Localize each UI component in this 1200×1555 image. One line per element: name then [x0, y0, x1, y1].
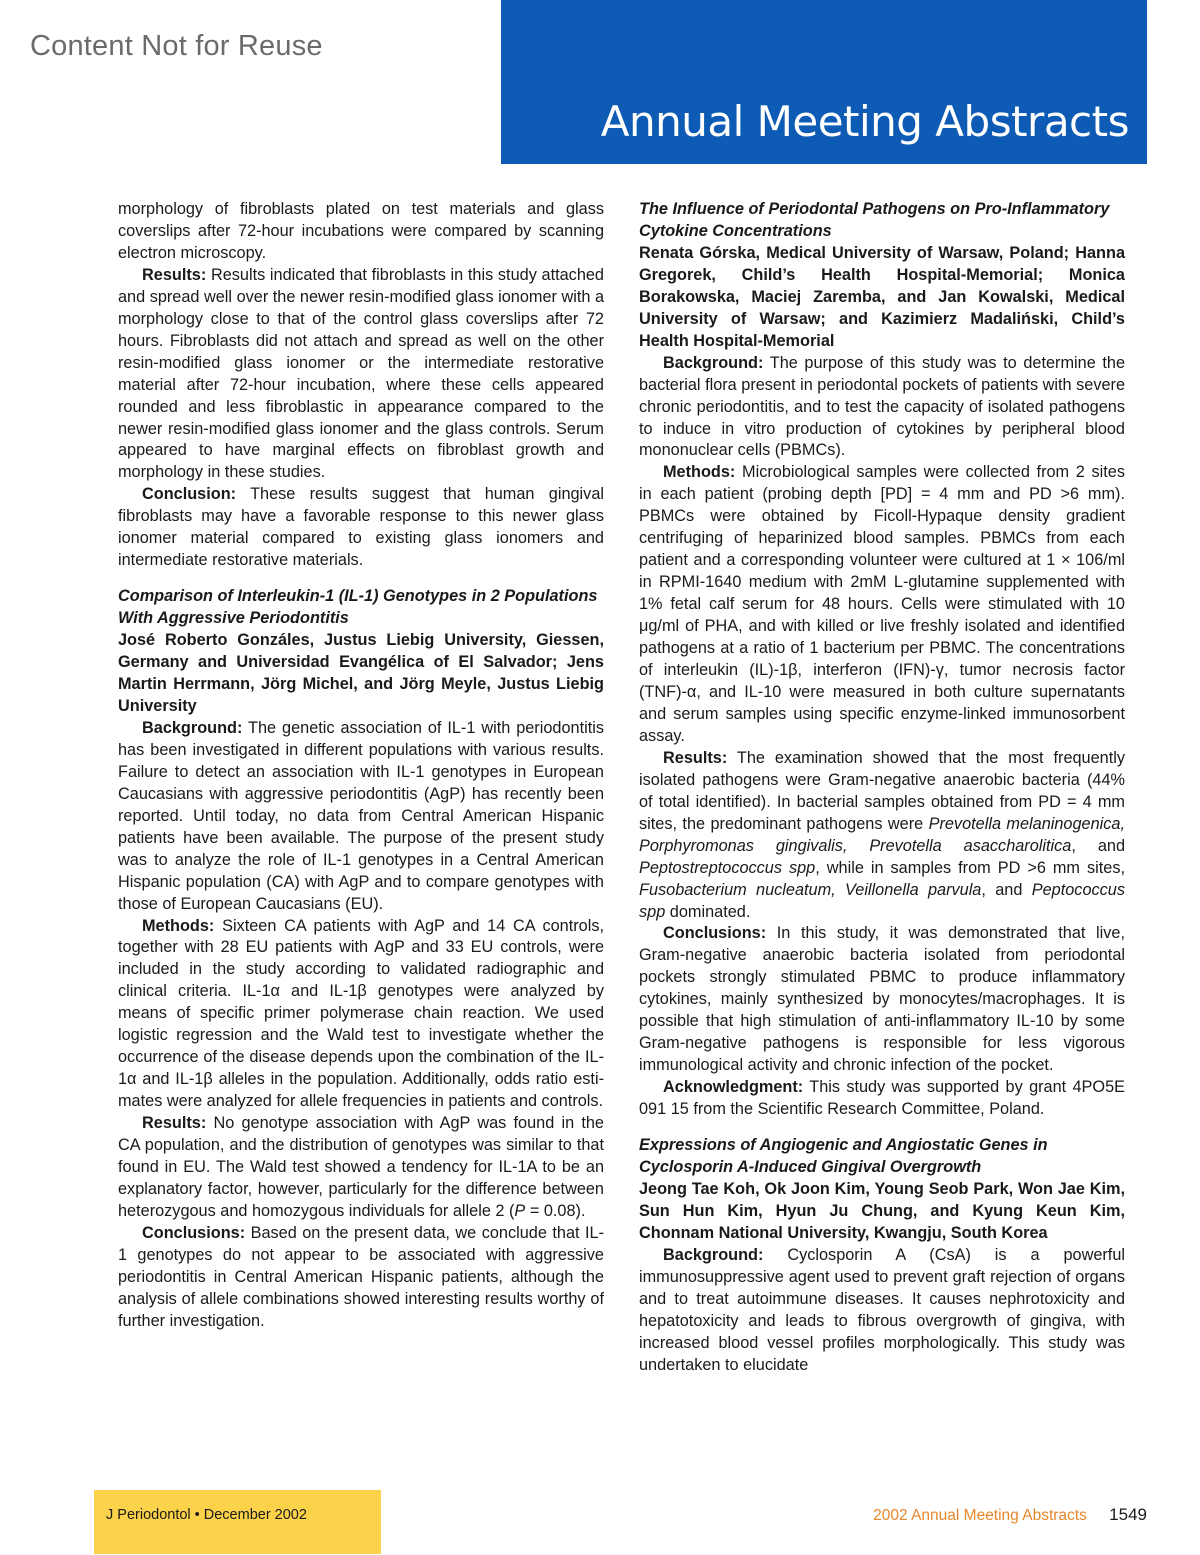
paragraph [118, 265, 604, 485]
paragraph-text: No genotype association with AgP was found in the CA population, and the distribution of genotypes was similar to that found in EU. The Wald test showed a tendency for IL-1A to be an explanatory factor, however, particularly for the difference between heterozygous and homozygous individuals for allele 2 ( [118, 1114, 604, 1220]
section-label: Results: [142, 1114, 207, 1133]
section-label: Methods: [663, 463, 736, 482]
paragraph-text: , while in samples from PD >6 mm sites, [815, 858, 1125, 877]
paragraph [118, 484, 604, 572]
species-name: Prevotella melaninogenica, Porphyromonas gingivalis, Prevotella asaccharolitica [639, 814, 1125, 855]
banner-title: Annual Meeting Abstracts [600, 97, 1129, 146]
header-banner [501, 0, 1147, 164]
section-label: Background: [663, 1245, 764, 1264]
abstract-authors: Jeong Tae Koh, Ok Joon Kim, Young Seob Park, Won Jae Kim, Sun Hun Kim, Hyun Ju Chung, and Kyung Keun Kim, Chonnam National University, Kwangju, South Korea [639, 1179, 1125, 1242]
species-name: Fusobacterium nucleatum, Veillonella parvula [639, 880, 982, 899]
section-label: Results: [142, 265, 207, 284]
section-label: Acknowledgment: [663, 1078, 804, 1097]
paragraph [118, 916, 604, 1114]
section-label: Results: [663, 748, 728, 767]
section-label: Background: [663, 353, 764, 372]
paragraph [639, 1245, 1125, 1377]
abstract-title: Expressions of Angiogenic and Angiostatic Genes in Cyclosporin A-Induced Gingival Overgrowth [639, 1136, 1048, 1176]
paragraph [639, 353, 1125, 463]
section-label: Methods: [142, 916, 215, 935]
journal-citation: J Periodontol • December 2002 [106, 1507, 307, 1523]
paragraph [118, 1113, 604, 1223]
paragraph-text: Sixteen CA patients with AgP and 14 CA controls, together with 28 EU patients with AgP and 33 EU controls, were included in the study according to validated radiographic and clinical criteria. IL-1α and IL-1β genotypes were analyzed by means of specific primer polymerase chain reaction. We used logistic regression and the Wald test to investigate whether the occurrence of the disease depends upon the combination of the IL-1α and IL-1β alleles in the population. Additionally, odds ratio estimates were analyzed for allele frequencies in patients and controls. [118, 916, 604, 1111]
page-footer [873, 1505, 1147, 1525]
paragraph [639, 1077, 1125, 1121]
abstract-title: The Influence of Periodontal Pathogens on Pro-Inflammatory Cytokine Concentrations [639, 200, 1110, 240]
abstract-authors: Renata Górska, Medical University of Warsaw, Poland; Hanna Gregorek, Child’s Health Hospital-Memorial; Monica Borakowska, Maciej Zaremba, and Jan Kowalski, Medical University of Warsaw; and Kazimierz Madaliński, Child’s Health Hospital-Memorial [639, 243, 1125, 350]
paragraph-text: This study was supported by grant 4PO5E 091 15 from the Scientific Research Committee, Poland. [639, 1078, 1125, 1119]
paragraph-text: Results indicated that fibroblasts in this study attached and spread well over the newer resin-modified glass ionomer with a morphology close to that of the control glass coverslips after 72 hours. Fibroblasts did not attach and spread as well on the other resin-modified glass ionomer or the intermediate restorative material after 72-hour incubation, where these cells appeared rounded and less fibroblastic in appearance compared to the newer resin-modified glass ionomer and the glass controls. Serum appeared to have marginal effects on fibroblast growth and morphology in these studies. [118, 265, 604, 482]
paragraph-text: The examination showed that the most frequently isolated pathogens were Gram-negative anaerobic bacteria (44% of total identified). In bacterial samples obtained from PD = 4 mm sites, the predominant pathogens were [639, 748, 1125, 833]
paragraph-text: In this study, it was demonstrated that live, Gram-negative anaerobic bacteria isolated from periodontal pockets strongly stimulated PBMC to produce inflammatory cytokines, mainly synthesized by monocytes/macrophages. It is possible that high stimulation of anti-inflammatory IL-10 by some Gram-negative pathogens is responsible for less vigorous immunological activity and chronic infection of the pocket. [639, 924, 1125, 1075]
page-number: 1549 [1109, 1505, 1147, 1524]
section-label: Conclusions: [142, 1223, 246, 1242]
section-label: Background: [142, 718, 243, 737]
p-value-symbol: P [514, 1201, 526, 1220]
paragraph-text: Based on the present data, we conclude that IL-1 genotypes do not appear to be associated with aggressive periodontitis in Central American Hispanic patients, although the analysis of allele combinations showed interesting results worthy of further investigation. [118, 1223, 604, 1330]
paragraph-text: , and [981, 880, 1032, 899]
paragraph [639, 923, 1125, 1077]
section-label: Conclusions: [663, 924, 767, 943]
section-label: Conclusion: [142, 485, 237, 504]
right-column [639, 199, 1125, 1377]
paragraph-text: These results suggest that human gingival fibroblasts may have a favorable response to this newer glass ionomer material compared to existing glass ionomers and intermediate restorative materials. [118, 485, 604, 570]
species-name: Peptococcus spp [639, 880, 1125, 921]
paragraph-text: The purpose of this study was to determine the bacterial flora present in periodontal pockets of patients with severe chronic periodontitis, and to test the capacity of isolated pathogens to induce in vitro production of cytokines by peripheral blood mononuclear cells (PBMCs). [639, 353, 1125, 460]
watermark: Content Not for Reuse [30, 30, 323, 62]
paragraph-text: Cyclosporin A (CsA) is a powerful immunosuppressive agent used to prevent graft rejection of organs and to treat autoimmune diseases. It causes nephrotoxicity and hepatotoxicity and leads to fibrous overgrowth of gingiva, with increased blood vessel profiles morphologically. This study was undertaken to elucidate [639, 1245, 1125, 1374]
section-running-head: 2002 Annual Meeting Abstracts [873, 1507, 1087, 1524]
journal-footer-tab [94, 1490, 381, 1554]
paragraph-text: Microbiological samples were collected from 2 sites in each patient (probing depth [PD] = 4 mm and PD >6 mm). PBMCs were obtained by Ficoll-Hypaque density gradient centrifuging of heparinized blood samples. PBMCs from each patient and a corresponding volunteer were cultured at 1 × 106/ml in RPMI-1640 medium with 2mM L-glutamine supplemented with 1% fetal calf serum for 48 hours. Cells were stimulated with 10 μg/ml of PHA, and with killed or live freshly isolated and identified pathogens at a ratio of 1 bacterium per PBMC. The concentrations of interleukin (IL)-1β, interferon (IFN)-γ, tumor necrosis factor (TNF)-α, and IL-10 were measured in both culture supernatants and serum samples using specific enzyme-linked immunosorbent assay. [639, 463, 1125, 745]
paragraph-text: , and [1071, 836, 1125, 855]
paragraph [639, 748, 1125, 924]
paragraph [118, 718, 604, 916]
paragraph [118, 1223, 604, 1333]
left-column [118, 199, 604, 1333]
paragraph [639, 462, 1125, 747]
paragraph-text: dominated. [665, 902, 751, 921]
species-name: Peptostreptococcus spp [639, 858, 816, 877]
abstract-title: Comparison of Interleukin-1 (IL-1) Genotypes in 2 Populations With Aggressive Periodontitis [118, 587, 598, 628]
paragraph-text: The genetic association of IL-1 with periodontitis has been investigated in different populations with various results. Failure to detect an association with IL-1 genotypes in European Caucasians with aggressive periodontitis (AgP) has recently been reported. Until today, no data from Central American Hispanic patients have been available. The purpose of the present study was to analyze the role of IL-1 genotypes in a Central American Hispanic population (CA) with AgP and to compare genotypes with those of European Caucasians (EU). [118, 718, 604, 913]
paragraph-text: = 0.08). [525, 1201, 586, 1220]
abstract-authors: José Roberto Gonzáles, Justus Liebig University, Giessen, Germany and Universidad Evangélica of El Salvador; Jens Martin Herrmann, Jörg Michel, and Jörg Meyle, Justus Liebig University [118, 631, 604, 715]
paragraph: morphology of fibroblasts plated on test materials and glass coverslips after 72-hour incubations were compared by scanning electron microscopy. [118, 200, 604, 262]
